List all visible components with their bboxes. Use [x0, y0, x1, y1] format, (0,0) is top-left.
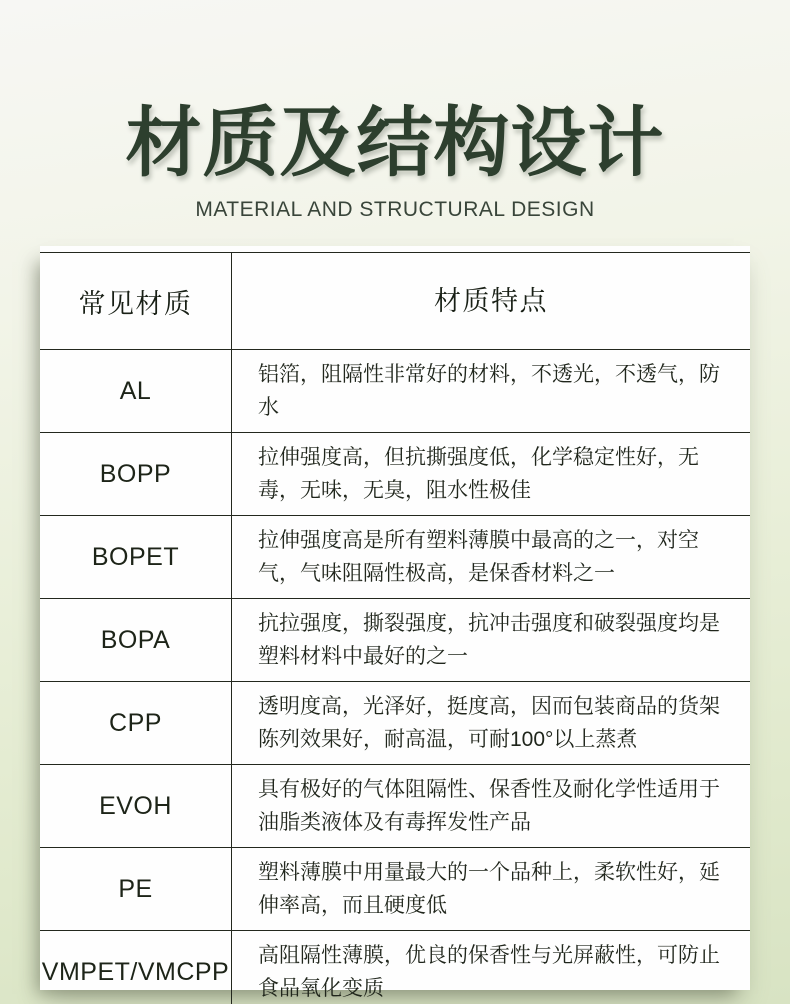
table-row	[40, 516, 750, 599]
table-row	[40, 765, 750, 848]
materials-table	[40, 252, 750, 1000]
material-name-cell: CPP	[40, 682, 232, 764]
table-row	[40, 848, 750, 931]
material-name-cell: BOPET	[40, 516, 232, 598]
column-header-material: 常见材质	[40, 253, 232, 349]
material-name-cell: EVOH	[40, 765, 232, 847]
table-row	[40, 931, 750, 1004]
table-row	[40, 433, 750, 516]
material-features-cell: 拉伸强度高是所有塑料薄膜中最高的之一，对空气，气味阻隔性极高，是保香材料之一	[258, 529, 699, 585]
table-row	[40, 599, 750, 682]
page-subtitle: MATERIAL AND STRUCTURAL DESIGN	[195, 198, 595, 221]
material-features-cell: 具有极好的气体阻隔性、保香性及耐化学性适用于油脂类液体及有毒挥发性产品	[258, 778, 720, 834]
material-name-cell: AL	[40, 350, 232, 432]
material-name-cell: BOPA	[40, 599, 232, 681]
table-row	[40, 682, 750, 765]
materials-table-panel	[40, 246, 750, 1000]
page-title: 材质及结构设计	[125, 101, 665, 186]
material-features-cell: 高阻隔性薄膜，优良的保香性与光屏蔽性，可防止食品氧化变质	[258, 944, 720, 1000]
material-features-cell: 塑料薄膜中用量最大的一个品种上，柔软性好，延伸率高，而且硬度低	[258, 861, 720, 917]
material-features-cell: 透明度高，光泽好，挺度高，因而包装商品的货架陈列效果好，耐高温，可耐100°以上蒸煮	[258, 695, 720, 751]
material-name-cell: BOPP	[40, 433, 232, 515]
material-name-cell: VMPET/VMCPP	[40, 931, 232, 1004]
material-features-cell: 抗拉强度，撕裂强度，抗冲击强度和破裂强度均是塑料材料中最好的之一	[258, 612, 720, 668]
material-features-cell: 铝箔，阻隔性非常好的材料，不透光，不透气，防水	[258, 363, 720, 419]
column-header-features: 材质特点	[434, 285, 548, 316]
table-row	[40, 350, 750, 433]
material-features-cell: 拉伸强度高，但抗撕强度低，化学稳定性好，无毒，无味，无臭，阻水性极佳	[258, 446, 699, 502]
table-header-row	[40, 253, 750, 350]
material-name-cell: PE	[40, 848, 232, 930]
